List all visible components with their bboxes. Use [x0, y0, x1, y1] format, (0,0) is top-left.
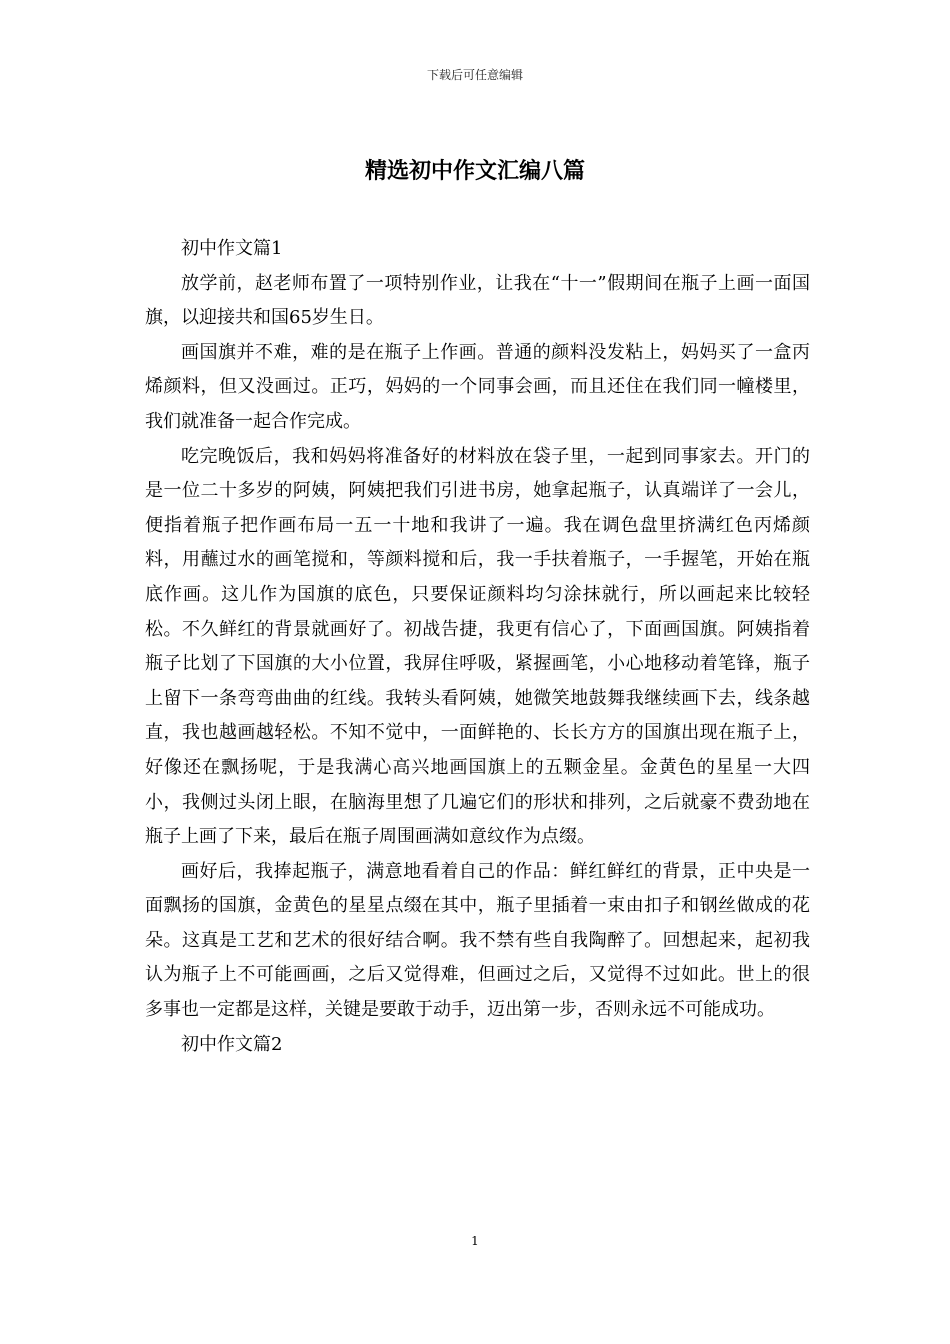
paragraph: 放学前，赵老师布置了一项特别作业，让我在“十一”假期间在瓶子上画一面国旗，以迎接共和国65岁生日。 — [145, 272, 810, 329]
section-heading-2: 初中作文篇2 — [181, 1033, 283, 1055]
paragraph: 吃完晚饭后，我和妈妈将准备好的材料放在袋子里，一起到同事家去。开门的是一位二十多岁的阿姨，阿姨把我们引进书房，她拿起瓶子，认真端详了一会儿，便指着瓶子把作画布局一五一十地和我讲了一遍。我在调色盘里挤满红色丙烯颜料，用蘸过水的画笔搅和，等颜料搅和后，我一手扶着瓶子，一手握笔，开始在瓶底作画。这儿作为国旗的底色，只要保证颜料均匀涂抹就行，所以画起来比较轻松。不久鲜红的背景就画好了。初战告捷，我更有信心了，下面画国旗。阿姨指着瓶子比划了下国旗的大小位置，我屏住呼吸，紧握画笔，小心地移动着笔锋，瓶子上留下一条弯弯曲曲的红线。我转头看阿姨，她微笑地鼓舞我继续画下去，线条越直，我也越画越轻松。不知不觉中，一面鲜艳的、长长方方的国旗出现在瓶子上，好像还在飘扬呢，于是我满心高兴地画国旗上的五颗金星。金黄色的星星一大四小，我侧过头闭上眼，在脑海里想了几遍它们的形状和排列，之后就豪不费劲地在瓶子上画了下来，最后在瓶子周围画满如意纹作为点缀。 — [145, 445, 810, 848]
page-number: 1 — [471, 1234, 479, 1248]
section-heading-1: 初中作文篇1 — [181, 238, 283, 259]
document-body — [145, 232, 810, 1062]
paragraph: 画国旗并不难，难的是在瓶子上作画。普通的颜料没发粘上，妈妈买了一盒丙烯颜料，但又没画过。正巧，妈妈的一个同事会画，而且还住在我们同一幢楼里，我们就准备一起合作完成。 — [145, 341, 810, 432]
page-header-note: 下载后可任意编辑 — [426, 68, 523, 82]
document-title: 精选初中作文汇编八篇 — [364, 158, 585, 184]
paragraph: 画好后，我捧起瓶子，满意地看着自己的作品：鲜红鲜红的背景，正中央是一面飘扬的国旗，金黄色的星星点缀在其中，瓶子里插着一束由扣子和钢丝做成的花朵。这真是工艺和艺术的很好结合啊。我不禁有些自我陶醉了。回想起来，起初我认为瓶子上不可能画画，之后又觉得难，但画过之后，又觉得不过如此。世上的很多事也一定都是这样，关键是要敢于动手，迈出第一步，否则永远不可能成功。 — [145, 860, 810, 1021]
